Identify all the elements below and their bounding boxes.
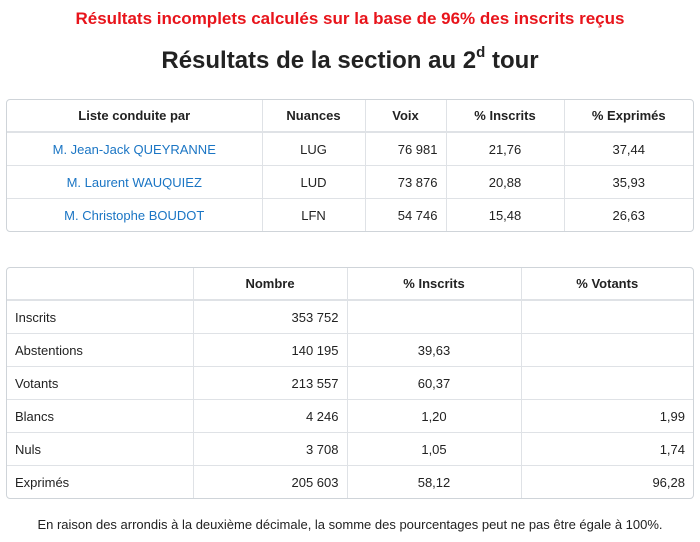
rounding-note: En raison des arrondis à la deuxième décimale, la somme des pourcentages peut ne pas être égale à 100%. — [37, 517, 663, 532]
nombre-cell: 140 195 — [193, 334, 347, 367]
stats-header-row — [7, 268, 693, 300]
pct-votants-cell — [521, 334, 693, 367]
stat-label-cell: Exprimés — [7, 466, 193, 499]
stats-table-box — [6, 267, 694, 499]
candidates-header-row — [7, 100, 693, 132]
header-liste: Liste conduite par — [7, 100, 262, 132]
voix-cell: 54 746 — [365, 199, 446, 232]
nuance-cell: LUD — [262, 166, 365, 199]
title-suffix: tour — [485, 47, 539, 74]
pct-exprimes-cell: 37,44 — [564, 132, 693, 166]
stats-row — [7, 334, 693, 367]
page-title — [0, 44, 700, 75]
pct-inscrits-cell: 1,20 — [347, 400, 521, 433]
header-pct-exprimes: % Exprimés — [564, 100, 693, 132]
header-nombre: Nombre — [193, 268, 347, 300]
candidate-name-cell — [7, 132, 262, 166]
pct-inscrits-cell: 20,88 — [446, 166, 564, 199]
pct-inscrits-cell: 21,76 — [446, 132, 564, 166]
stats-table — [7, 268, 693, 498]
nombre-cell: 3 708 — [193, 433, 347, 466]
voix-cell: 76 981 — [365, 132, 446, 166]
nombre-cell: 213 557 — [193, 367, 347, 400]
pct-votants-cell — [521, 300, 693, 334]
candidate-link[interactable]: M. Jean-Jack QUEYRANNE — [52, 141, 216, 157]
nuance-cell: LFN — [262, 199, 365, 232]
pct-exprimes-cell: 35,93 — [564, 166, 693, 199]
candidates-table-box — [6, 99, 694, 232]
stat-label-cell: Nuls — [7, 433, 193, 466]
candidate-name-cell — [7, 199, 262, 232]
pct-votants-cell: 96,28 — [652, 474, 685, 490]
pct-inscrits-cell: 39,63 — [347, 334, 521, 367]
candidates-table — [7, 100, 693, 231]
nuance-cell: LUG — [262, 132, 365, 166]
stats-row — [7, 300, 693, 334]
stat-label-cell: Abstentions — [7, 334, 193, 367]
header-pct-inscrits: % Inscrits — [446, 100, 564, 132]
candidate-name-cell — [7, 166, 262, 199]
candidate-link[interactable]: M. Laurent WAUQUIEZ — [66, 174, 202, 190]
candidate-row — [7, 166, 693, 199]
stats-row — [7, 433, 693, 466]
header-pct-votants: % Votants — [521, 268, 693, 300]
header-label — [7, 268, 193, 300]
pct-votants-cell: 1,74 — [521, 433, 693, 466]
title-superscript: d — [476, 44, 486, 61]
pct-inscrits-cell: 15,48 — [446, 199, 564, 232]
incomplete-results-warning: Résultats incomplets calculés sur la base de 96% des inscrits reçus — [75, 9, 625, 28]
stat-label-cell: Inscrits — [7, 300, 193, 334]
candidate-link[interactable]: M. Christophe BOUDOT — [64, 207, 205, 223]
pct-votants-cell: 1,99 — [521, 400, 693, 433]
header-nuances: Nuances — [262, 100, 365, 132]
stat-label-cell: Votants — [7, 367, 193, 400]
stats-row — [7, 400, 693, 433]
header-pct-inscrits: % Inscrits — [347, 268, 521, 300]
stats-row — [7, 466, 693, 499]
pct-votants-cell — [521, 367, 693, 400]
stats-row — [7, 367, 693, 400]
pct-inscrits-cell: 1,05 — [347, 433, 521, 466]
nombre-cell: 353 752 — [193, 300, 347, 334]
pct-inscrits-cell — [347, 300, 521, 334]
nombre-cell: 205 603 — [193, 466, 347, 499]
pct-inscrits-cell: 60,37 — [347, 367, 521, 400]
title-prefix: Résultats de la section au 2 — [161, 47, 477, 74]
candidate-row — [7, 199, 693, 232]
header-voix: Voix — [365, 100, 446, 132]
voix-cell: 73 876 — [365, 166, 446, 199]
pct-inscrits-cell: 58,12 — [347, 466, 521, 499]
pct-exprimes-cell: 26,63 — [612, 207, 646, 223]
candidate-row — [7, 132, 693, 166]
nombre-cell: 4 246 — [193, 400, 347, 433]
stat-label-cell: Blancs — [7, 400, 193, 433]
